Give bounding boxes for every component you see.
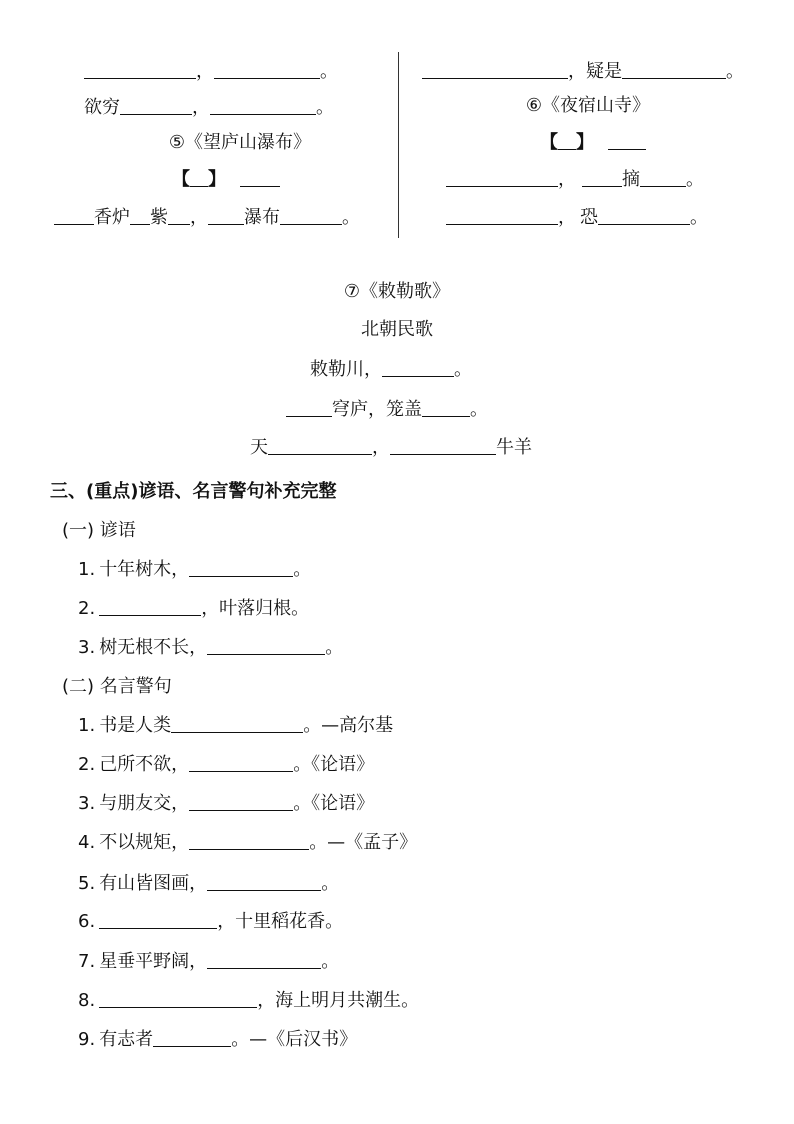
blank [214,60,320,79]
left-poem-line-1: ， 。 [84,60,338,84]
blank [582,168,622,187]
blank [189,831,309,850]
blank [390,436,496,455]
blank [153,1028,231,1047]
blank [130,206,150,225]
list-item: 3. 树无根不长， 。 [78,637,344,658]
blank [99,910,217,929]
blank [422,60,568,79]
blank [210,96,316,115]
list-item: 9. 有志者 。—《后汉书》 [78,1029,358,1050]
blank [640,168,686,187]
blank [171,714,303,733]
blank [422,398,470,417]
blank [189,792,293,811]
blank [168,206,190,225]
subsection-quotes: (二) 名言警句 [62,676,172,697]
column-divider [398,52,399,238]
blank [558,131,576,150]
section-heading: 三、(重点)谚语、名言警句补充完整 [50,481,337,502]
list-item: 1. 书是人类 。—高尔基 [78,715,394,736]
left-poem-line-2: 欲穷 ， 。 [84,97,334,118]
list-item: 5. 有山皆图画， 。 [78,873,340,894]
poem-title-5: ⑤《望庐山瀑布》 [168,132,312,153]
list-item: 2. ，叶落归根。 [78,598,310,619]
blank [280,206,342,225]
poem7-line-2: 穹庐，笼盖 。 [286,398,488,422]
poem-title-7: ⑦《敕勒歌》 [343,281,451,302]
blank [208,206,244,225]
poem7-line-1: 敕勒川， 。 [310,359,472,380]
blank [54,206,94,225]
blank [622,60,726,79]
left-author-line: 【 】 [172,168,280,192]
right-poem-line-3: ， 恐 。 [446,206,708,230]
blank [189,558,293,577]
blank [207,636,325,655]
subsection-proverbs: (一) 谚语 [62,520,136,541]
blank [190,168,208,187]
blank [207,950,321,969]
right-author-line: 【 】 [540,131,646,155]
blank [286,398,332,417]
list-item: 6. ，十里稻花香。 [78,911,344,932]
poem7-line-3: 天 ， 牛羊 [250,437,532,458]
right-poem-line-2: ， 摘 。 [446,168,704,192]
blank [240,168,280,187]
poem-author-7: 北朝民歌 [361,319,433,340]
blank [598,206,690,225]
blank [207,872,321,891]
blank [268,436,372,455]
blank [99,597,201,616]
list-item: 8. ，海上明月共潮生。 [78,990,420,1011]
list-item: 2. 己所不欲， 。《论语》 [78,754,375,775]
blank [382,358,454,377]
blank [99,989,257,1008]
blank [189,753,293,772]
blank [446,168,558,187]
blank [446,206,558,225]
list-item: 7. 星垂平野阔， 。 [78,951,340,972]
list-item: 3. 与朋友交， 。《论语》 [78,793,375,814]
blank [608,131,646,150]
list-item: 1. 十年树木， 。 [78,559,312,580]
left-poem-line-3: 香炉 紫 ， 瀑布 。 [54,206,360,230]
blank [84,60,196,79]
blank [120,96,192,115]
list-item: 4. 不以规矩， 。—《孟子》 [78,832,418,853]
poem-title-6: ⑥《夜宿山寺》 [525,95,651,116]
right-poem-line-1: ，疑是 。 [422,60,744,84]
